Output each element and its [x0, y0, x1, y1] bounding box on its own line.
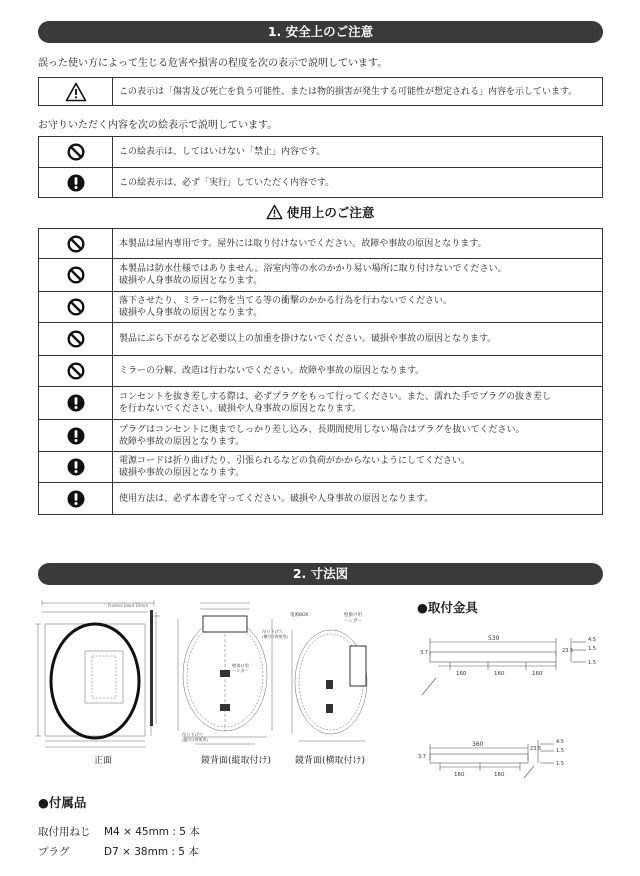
mandatory-icon — [67, 458, 85, 476]
usage-row — [39, 356, 603, 387]
segment-b2: 160 — [494, 772, 505, 778]
usage-line-2: 破損や事故の原因となります。 — [119, 468, 245, 478]
accessory-screw — [38, 824, 200, 839]
mandatory-icon — [67, 490, 85, 508]
height-b: 3.7 — [418, 754, 426, 760]
offset-1: 4.5 — [588, 637, 596, 643]
usage-row — [39, 259, 603, 292]
mandatory-row-text: この絵表示は、必ず「実行」していただく内容です。 — [113, 168, 603, 198]
accessory-name: 取付用ねじ — [38, 826, 91, 838]
section1-title: 1. 安全上のご注意 — [38, 21, 603, 43]
back-vertical-drawing — [170, 600, 288, 752]
power-box-note: 電源BOX — [290, 613, 309, 618]
usage-line-2: 故障や事故の原因となります。 — [119, 436, 245, 447]
usage-line-1: コンセントを抜き差しする際は、必ずプラグをもって行ってください。また、濡れた手でプラグの抜き差し — [119, 392, 552, 402]
usage-line-1: 本製品は防水仕様ではありません。浴室内等の水のかかり易い場所に取り付けないでください。 — [119, 264, 507, 274]
usage-row — [39, 387, 603, 420]
usage-row-text — [113, 292, 603, 323]
segment-1: 160 — [456, 671, 467, 677]
accessory-spec: D7 × 38mm : 5 本 — [104, 846, 199, 858]
usage-row-text — [113, 259, 603, 292]
usage-row-text — [113, 483, 603, 515]
usage-row-text — [113, 323, 603, 356]
usage-line-1: 使用方法は、必ず本書を守ってください。破損や人身事故の原因となります。 — [119, 493, 434, 504]
usage-line-1: 本製品は屋内専用です。屋外には取り付けないでください。故障や事故の原因となります。 — [119, 238, 487, 249]
offset-b3: 1.5 — [556, 761, 564, 767]
side-value: 23.5 — [562, 648, 574, 654]
segment-2: 160 — [494, 671, 505, 677]
usage-line-2: 破損や人身事故の原因となります。 — [119, 276, 263, 286]
back-horizontal-label: 鏡背面(横取付け) — [295, 756, 366, 766]
hanger-hole-note: 吊り下げ穴 — [262, 629, 283, 634]
back-horizontal-drawing — [286, 608, 398, 754]
wall-hanger-note-h: 壁掛け用 — [344, 613, 362, 618]
warning-triangle-icon — [65, 82, 87, 102]
usage-row-text — [113, 452, 603, 483]
height-value: 3.7 — [420, 650, 428, 656]
horizontal-use-note: (横付け時使用) — [262, 634, 288, 639]
usage-row — [39, 229, 603, 259]
prohibit-row-text: この絵表示は、してはいけない「禁止」内容です。 — [113, 137, 603, 168]
usage-row — [39, 292, 603, 323]
section2-title: 2. 寸法図 — [38, 563, 603, 585]
usage-line-2: を行わないでください。破損や人身事故の原因となります。 — [119, 404, 362, 414]
mandatory-icon — [67, 394, 85, 412]
hanger-note-h: ハンガー — [344, 619, 362, 624]
usage-line-1: 電源コードは折り曲げたり、引張られるなどの負荷がかからないようにしてください。 — [119, 456, 471, 466]
vertical-use-note: (縦付け時使用) — [182, 737, 208, 742]
offset-2: 1.5 — [588, 646, 596, 652]
intro-text-2: お守りいただく内容を次の絵表示で説明しています。 — [38, 120, 278, 131]
usage-row-text — [113, 387, 603, 420]
prohibit-icon — [67, 143, 85, 161]
symbol-legend-table — [38, 136, 603, 198]
back-vertical-label: 鏡背面(縦取付け) — [201, 756, 272, 766]
prohibit-icon — [67, 362, 85, 380]
wall-hanger-note: 壁掛け用 — [232, 663, 249, 668]
bracket-drawing-530 — [416, 620, 606, 708]
accessories-title: ●付属品 — [38, 795, 87, 810]
mandatory-icon — [67, 174, 85, 192]
usage-row — [39, 323, 603, 356]
intro-text-1: 誤った使い方によって生じる危害や損害の程度を次の表示で説明しています。 — [38, 58, 388, 69]
segment-b1: 160 — [454, 772, 465, 778]
usage-row — [39, 420, 603, 452]
front-label: 正面 — [94, 756, 113, 766]
accessory-name: プラグ — [38, 846, 70, 858]
hanger-note: ハンガー — [232, 668, 249, 673]
usage-line-1: 落下させたり、ミラーに物を当てる等の衝撃のかかる行為を行わないでください。 — [119, 296, 453, 306]
warning-icon-cell — [39, 78, 113, 106]
offset-b2: 1.5 — [556, 748, 564, 754]
prohibit-icon — [67, 298, 85, 316]
usage-title: 使用上のご注意 — [0, 203, 640, 221]
accessory-plug — [38, 844, 199, 859]
hanger-hole-note-2: 吊り下げ穴 — [182, 732, 203, 737]
warning-table — [38, 77, 603, 106]
bracket-drawing-360 — [416, 718, 606, 798]
offset-3: 1.5 — [588, 660, 596, 666]
frosted-band-note: Frosted band 10mm — [108, 603, 149, 608]
usage-line-2: 破損や人身事故の原因となります。 — [119, 308, 263, 318]
warning-triangle-icon — [266, 204, 283, 220]
accessory-spec: M4 × 45mm : 5 本 — [104, 826, 200, 838]
usage-row-text — [113, 229, 603, 259]
front-view-drawing — [36, 596, 166, 754]
side-b: 23.5 — [530, 746, 542, 752]
usage-line-1: プラグはコンセントに奥までしっかり差し込み、長期間使用しない場合はプラグを抜いてください。 — [119, 424, 525, 435]
usage-row-text — [113, 356, 603, 387]
prohibit-icon — [67, 330, 85, 348]
usage-table — [38, 228, 603, 515]
length-360: 360 — [472, 741, 484, 748]
segment-3: 160 — [532, 671, 543, 677]
usage-line-1: 製品にぶら下がるなど必要以上の加重を掛けないでください。破損や事故の原因となります。 — [119, 334, 497, 344]
offset-b1: 4.5 — [556, 739, 564, 745]
usage-line-1: ミラーの分解、改造は行わないでください。故障や事故の原因となります。 — [119, 366, 425, 376]
prohibit-icon — [67, 266, 85, 284]
bracket-title: ●取付金具 — [417, 600, 478, 615]
prohibit-icon — [67, 235, 85, 253]
usage-row-text — [113, 420, 603, 452]
warning-row-text: この表示は「傷害及び死亡を負う可能性、または物的損害が発生する可能性が想定される」内容を示しています。 — [113, 78, 603, 106]
usage-row — [39, 483, 603, 515]
usage-row — [39, 452, 603, 483]
length-530: 530 — [488, 635, 500, 642]
mandatory-icon — [67, 427, 85, 445]
